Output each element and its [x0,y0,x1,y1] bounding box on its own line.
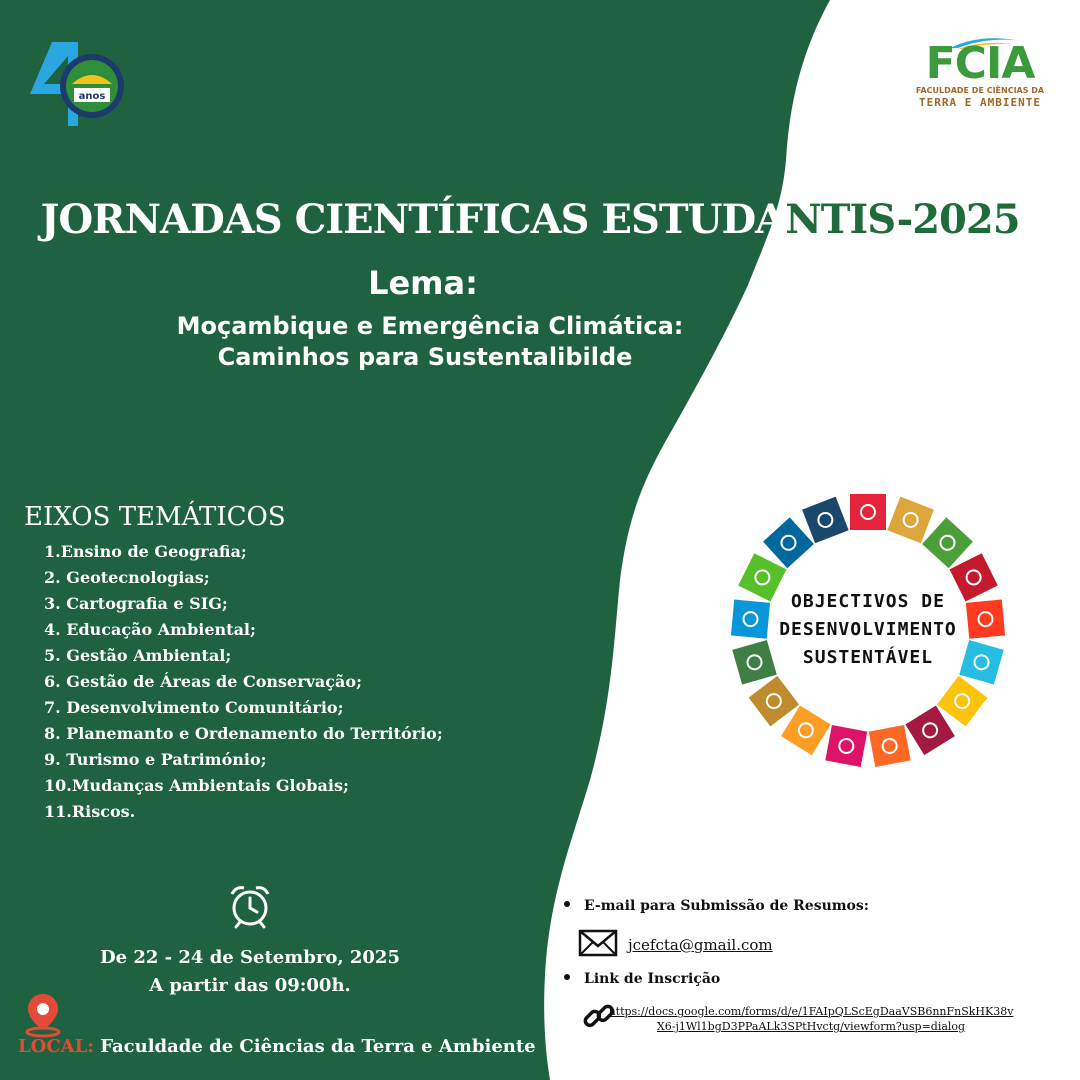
ods-tile [825,725,867,767]
ods-tile [781,706,831,756]
ods-tile [887,497,934,544]
eixo-item: 8. Planemanto e Ordenamento do Território; [44,724,443,743]
eixo-item: 1.Ensino de Geografia; [44,542,247,561]
location-text [18,1036,536,1057]
ods-line1: OBJECTIVOS DE [791,591,945,612]
ods-tile [922,517,973,568]
eixo-item: 7. Desenvolvimento Comunitário; [44,698,344,717]
ods-tile [937,676,987,726]
title-part2: NTIS-2025 [785,196,1020,243]
title-part1: JORNADAS CIENTÍFICAS ESTUDA [40,196,786,243]
alarm-clock-icon [226,882,274,930]
eixo-item: 4. Educação Ambiental; [44,620,256,639]
ods-tile [763,517,814,568]
fcia-line1: FACULDADE DE CIÊNCIAS DA [915,86,1045,95]
eixos-list [44,541,443,827]
envelope-icon [578,928,618,958]
ods-line3: SUSTENTÁVEL [802,647,934,668]
theme-line2: Caminhos para Sustentalibilde [217,343,633,371]
event-dates [90,944,410,1000]
eixo-item: 9. Turismo e Património; [44,750,267,769]
svg-text:anos: anos [78,91,106,102]
email-heading: E-mail para Submissão de Resumos: [564,898,869,914]
ods-tile [905,706,955,756]
lema-label: Lema: [368,264,478,302]
time-line: A partir das 09:00h. [149,975,351,996]
eixo-item: 2. Geotecnologias; [44,568,210,587]
ods-tile [869,725,911,767]
email-link[interactable]: jcefcta@gmail.com [628,936,773,954]
registration-url[interactable]: https://docs.google.com/forms/d/e/1FAIpQLScEgDaaVSB6nnFnSkHK38v X6-j1Wl1bgD3PPaALk3SPtHvctg/viewform?usp=dialog [608,1005,1014,1033]
location-value: Faculdade de Ciências da Terra e Ambiente [100,1036,536,1057]
fcia-line2: TERRA E AMBIENTE [919,96,1041,109]
theme-line1: Moçambique e Emergência Climática: [176,312,684,340]
link-heading: Link de Inscrição [564,971,720,987]
ods-label [756,588,980,672]
logo-40-anos [22,36,132,131]
eixo-item: 5. Gestão Ambiental; [44,646,232,665]
eixos-heading: EIXOS TEMÁTICOS [24,502,286,532]
dates-line: De 22 - 24 de Setembro, 2025 [100,947,400,968]
eixo-item: 3. Cartografia e SIG; [44,594,228,613]
location-pin-icon [22,992,64,1038]
ods-tile [850,494,886,530]
fcia-logo [914,38,1054,118]
event-title [0,196,1060,243]
eixo-item: 6. Gestão de Áreas de Conservação; [44,672,362,691]
eixo-item: 10.Mudanças Ambientais Globais; [44,776,349,795]
ods-tile [749,676,799,726]
ods-line2: DESENVOLVIMENTO [779,619,957,640]
ods-tile [802,497,849,544]
eixo-item: 11.Riscos. [44,802,136,821]
location-label: LOCAL: [18,1036,94,1057]
fcia-acronym: FCIA [925,38,1035,89]
